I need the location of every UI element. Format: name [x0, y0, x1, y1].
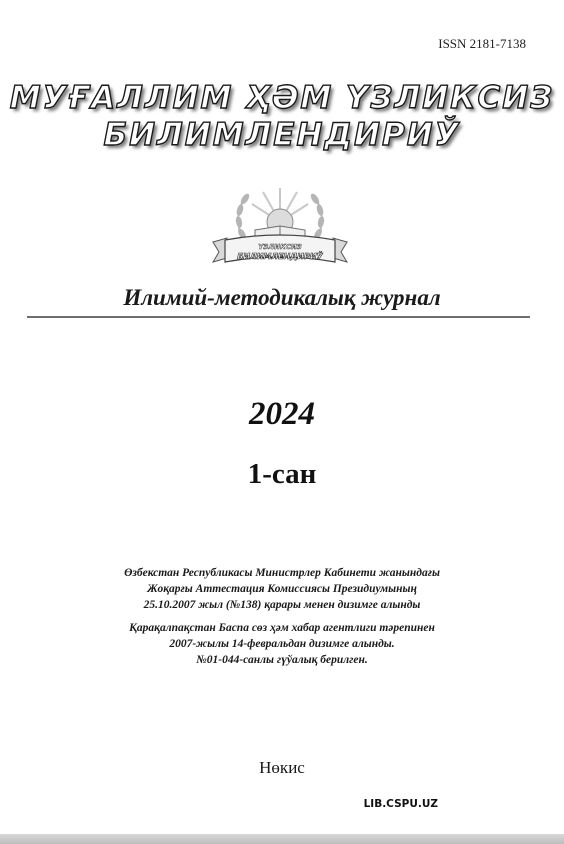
page-bottom-edge [0, 834, 564, 844]
journal-title-line-1: МУҒАЛЛИМ ҲӘМ ҮЗЛИКСИЗ [9, 80, 555, 116]
registration-line: Өзбекстан Республикасы Министрлер Кабинети жанындағы [124, 567, 440, 579]
logo-ribbon-line-1: ҮЗЛИКСИЗ [258, 243, 302, 251]
registration-line: №01-044-санлы гүўалық берилген. [196, 654, 368, 666]
publication-city: Нөкис [259, 758, 305, 777]
registration-line: 25.10.2007 жыл (№138) қарары менен дизимге алынды [143, 599, 421, 611]
registration-line: Жоқарғы Аттестация Комиссиясы Президиумының [147, 583, 417, 595]
journal-title-line-2: БИЛИМЛЕНДИРИЎ [103, 117, 461, 153]
registration-block-press-agency [0, 620, 564, 668]
issue-year: 2024 [249, 396, 315, 432]
issn-number: ISSN 2181-7138 [438, 36, 526, 51]
subtitle-divider [27, 316, 530, 318]
registration-line: Қарақалпақстан Баспа сөз ҳәм хабар агентлиги тәрепинен [129, 622, 435, 634]
journal-subtitle: Илимий-методикалық журнал [123, 285, 441, 310]
library-watermark: LIB.CSPU.UZ [363, 798, 438, 810]
logo-ribbon-line-2: БИЛИМЛЕНДИРИЎ [237, 252, 323, 261]
open-book-sunrise-emblem-icon [205, 182, 355, 274]
registration-block-vak [0, 565, 564, 613]
registration-line: 2007-жылы 14-февральдан дизимге алынды. [169, 638, 395, 650]
issue-number: 1-сан [247, 458, 317, 490]
